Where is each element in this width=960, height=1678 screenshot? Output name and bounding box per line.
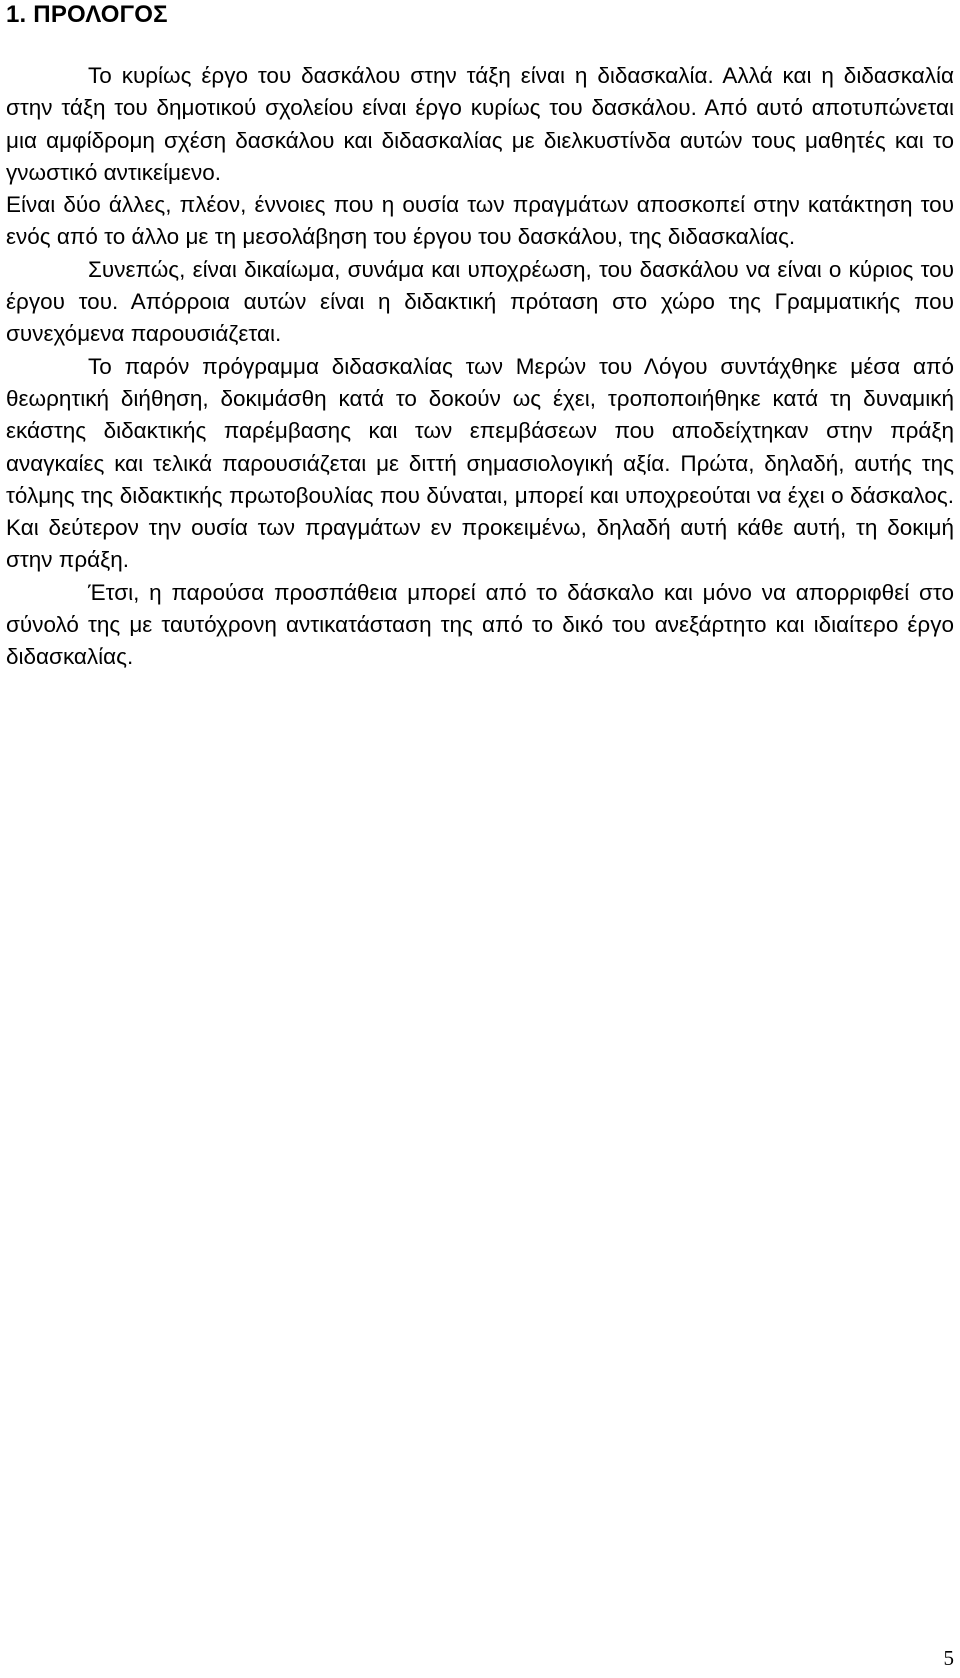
paragraph-consequently: Συνεπώς, είναι δικαίωμα, συνάμα και υποχρέωση, του δασκάλου να είναι ο κύριος του έργου του. Απόρροια αυτών είναι η διδακτική πρόταση στο χώρο της Γραμματικής που συνεχόμενα παρουσιάζεται. bbox=[6, 256, 954, 347]
page-number: 5 bbox=[943, 1646, 954, 1670]
paragraph-concepts: Είναι δύο άλλες, πλέον, έννοιες που η ουσία των πραγμάτων αποσκοπεί στην κατάκτηση του ενός από το άλλο με τη μεσολάβηση του έργου του δασκάλου, της διδασκαλίας. bbox=[6, 192, 954, 250]
paragraph-intro: Το κυρίως έργο του δασκάλου στην τάξη είναι η διδασκαλία. Αλλά και η διδασκαλία στην τάξη του δημοτικού σχολείου είναι έργο κυρίως του δασκάλου. Από αυτό αποτυπώνεται μια αμφίδρομη σχέση δασκάλου και διδασκαλίας με διελκυστίνδα αυτών τους μαθητές και το γνωστικό αντικείμενο. bbox=[6, 63, 954, 185]
section-heading: 1. ΠΡΟΛΟΓΟΣ bbox=[6, 1, 168, 28]
body-text bbox=[6, 60, 954, 674]
paragraph-program: Το παρόν πρόγραμμα διδασκαλίας των Μερών του Λόγου συντάχθηκε μέσα από θεωρητική διήθηση, δοκιμάσθη κατά το δοκούν ως έχει, τροποποιήθηκε κατά τη δυναμική εκάστης διδακτικής παρέμβασης και των επεμβάσεων που αποδείχτηκαν στην πράξη αναγκαίες και τελικά παρουσιάζεται με διττή σημασιολογική αξία. Πρώτα, δηλαδή, αυτής της τόλμης της διδακτικής πρωτοβουλίας που δύναται, μπορεί και υποχρεούται να έχει ο δάσκαλος. Και δεύτερον την ουσία των πραγμάτων εν προκειμένω, δηλαδή αυτή κάθε αυτή, τη δοκιμή στην πράξη. bbox=[6, 353, 954, 573]
paragraph-conclusion: Έτσι, η παρούσα προσπάθεια μπορεί από το δάσκαλο και μόνο να απορριφθεί στο σύνολό της με ταυτόχρονη αντικατάσταση της από το δικό του ανεξάρτητο και ιδιαίτερο έργο διδασκαλίας. bbox=[6, 579, 954, 670]
